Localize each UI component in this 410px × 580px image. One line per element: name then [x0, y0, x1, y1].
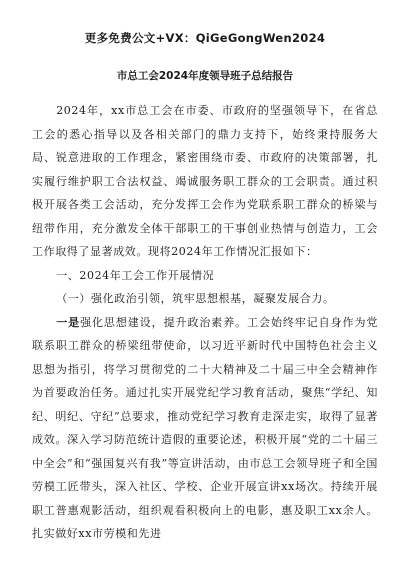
document-title: 市总工会2024年度领导班子总结报告: [116, 70, 294, 82]
item-lead: 一是: [56, 315, 81, 329]
section-heading: 一、2024年工会工作开展情况: [56, 268, 215, 282]
subsection-heading: （一）强化政治引领，筑牢思想根基，凝聚发展合力。: [56, 292, 335, 305]
item-paragraph: [32, 311, 378, 546]
item-text: 强化思想建设，提升政治素养。工会始终牢记自身作为党联系职工群众的桥梁纽带使命，以习近平新时代中国特色社会主义思想为指引，将学习贯彻党的二十大精神及二十届三中全会精神作为首要政治任务。通过扎实开展党纪学习教育活动，聚焦“学纪、知纪、明纪、守纪”总要求，推动党纪学习教育走深走实，取得了显著成效。深入学习防范统计造假的重要论述，积极开展“党的二十届三中全会”和“强国复兴有我”等宣讲活动，由市总工会领导班子和全国劳模工匠带头，深入社区、学校、企业开展宣讲xx场次。持续开展职工普惠观影活动，组织观看积极向上的电影，惠及职工xx余人。扎实做好xx市劳模和先进: [32, 315, 379, 540]
document-body: [32, 99, 378, 546]
promo-header: 更多免费公文+VX：QiGeGongWen2024: [84, 31, 326, 45]
intro-paragraph: 2024年，xx市总工会在市委、市政府的坚强领导下，在省总工会的悉心指导以及各相关部门的鼎力支持下，始终秉持服务大局、锐意进取的工作理念，紧密围绕市委、市政府的决策部署，扎实履行维护职工合法权益、竭诚服务职工群众的工会职责。通过积极开展各类工会活动，充分发挥工会作为党联系职工群众的桥梁与纽带作用，充分激发全体干部职工的干事创业热情与创造力，工会工作取得了显著成效。现将2024年工作情况汇报如下：: [32, 104, 378, 258]
